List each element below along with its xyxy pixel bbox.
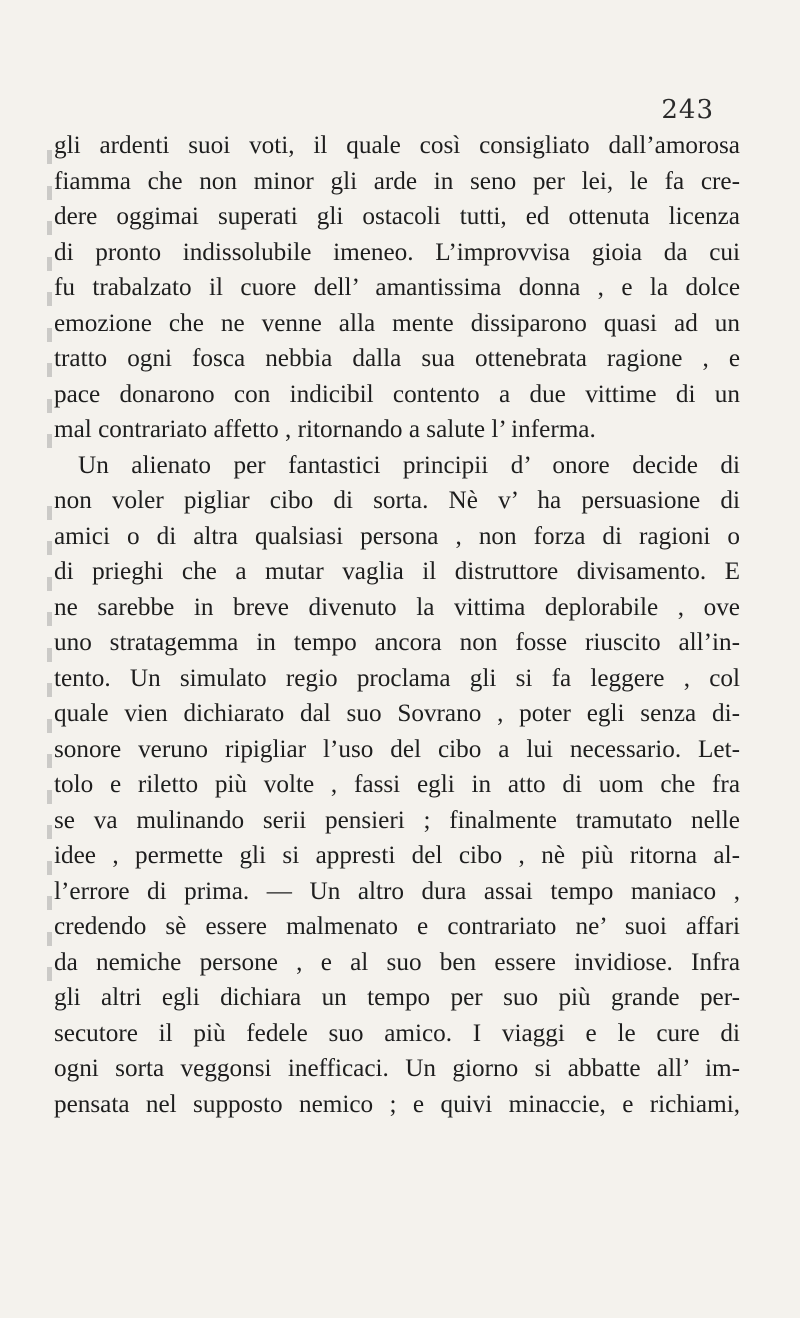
text-line: idee , permette gli si appresti del cibo , nè più ritorna al- [54,842,740,869]
text-line: credendo sè essere malmenato e contrariato ne’ suoi affari [54,913,740,940]
text-line: quale vien dichiarato dal suo Sovrano , poter egli senza di- [54,700,740,727]
text-line: tento. Un simulato regio proclama gli si fa leggere , col [54,664,740,692]
text-line: dere oggimai superati gli ostacoli tutti, ed ottenuta licenza [54,203,740,230]
text-line: pace donarono con indicibil contento a due vittime di un [54,380,740,408]
text-line: ogni sorta veggonsi inefficaci. Un giorno si abbatte all’ im- [54,1055,740,1082]
page-number: 243 [661,95,714,125]
text-line: se va mulinando serii pensieri ; finalmente tramutato nelle [54,806,740,834]
text-line: mal contrariato affetto , ritornando a salute l’ inferma. [54,416,596,443]
text-line: pensata nel supposto nemico ; e quivi minaccie, e richiami, [54,1090,740,1118]
text-line: tratto ogni fosca nebbia dalla sua ottenebrata ragione , e [54,345,740,372]
text-line: fu trabalzato il cuore dell’ amantissima donna , e la dolce [54,274,740,301]
text-line: fiamma che non minor gli arde in seno per lei, le fa cre- [54,167,740,195]
text-line: gli altri egli dichiara un tempo per suo più grande per- [54,984,740,1011]
text-line: secutore il più fedele suo amico. I viaggi e le cure di [54,1019,740,1047]
text-line: uno stratagemma in tempo ancora non fosse riuscito all’in- [54,629,740,656]
text-line: emozione che ne venne alla mente dissiparono quasi ad un [54,309,740,337]
text-line: gli ardenti suoi voti, il quale così consigliato dall’amorosa [54,132,740,159]
paragraph-first-line: Un alienato per fantastici principii d’ onore decide di [78,451,740,479]
text-line: amici o di altra qualsiasi persona , non forza di ragioni o [54,522,740,550]
text-line: non voler pigliar cibo di sorta. Nè v’ ha persuasione di [54,487,740,514]
text-line: di pronto indissolubile imeneo. L’improvvisa gioia da cui [54,238,740,266]
text-line: da nemiche persone , e al suo ben essere invidiose. Infra [54,948,740,976]
text-line: di prieghi che a mutar vaglia il distruttore divisamento. E [54,558,740,585]
body-text [54,128,740,1122]
bleed-through-margin [0,120,62,1180]
text-line: tolo e riletto più volte , fassi egli in atto di uom che fra [54,771,740,798]
text-line: l’errore di prima. — Un altro dura assai tempo maniaco , [54,877,740,905]
text-line: sonore veruno ripigliar l’uso del cibo a lui necessario. Let- [54,735,740,763]
text-line: ne sarebbe in breve divenuto la vittima deplorabile , ove [54,593,740,621]
